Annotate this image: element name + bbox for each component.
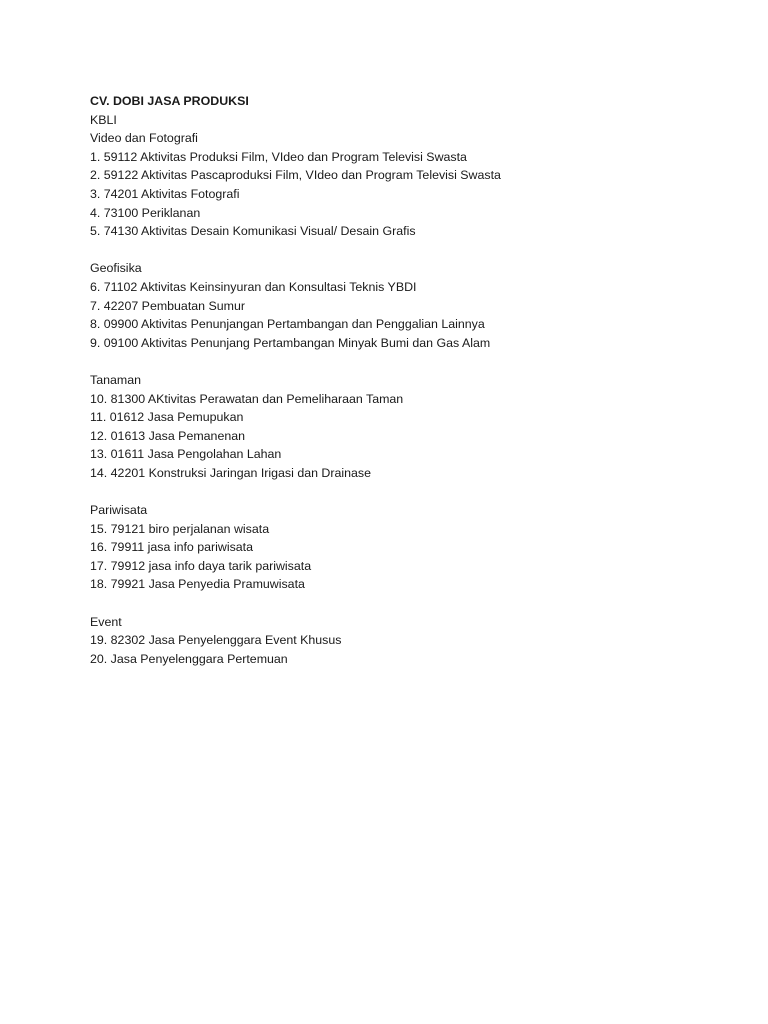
- section-heading: Pariwisata: [90, 503, 148, 518]
- list-item: 1. 59112 Aktivitas Produksi Film, VIdeo dan Program Televisi Swasta: [90, 149, 467, 164]
- list-item: 15. 79121 biro perjalanan wisata: [90, 521, 270, 536]
- section-tanaman: [90, 371, 730, 483]
- document-title: CV. DOBI JASA PRODUKSI: [90, 94, 249, 108]
- list-item: 4. 73100 Periklanan: [90, 205, 201, 220]
- section-video-fotografi: [90, 129, 730, 241]
- list-item: 3. 74201 Aktivitas Fotografi: [90, 186, 240, 201]
- document-subtitle: KBLI: [90, 112, 117, 127]
- list-item: 12. 01613 Jasa Pemanenan: [90, 428, 246, 443]
- list-item: 13. 01611 Jasa Pengolahan Lahan: [90, 447, 282, 462]
- section-pariwisata: [90, 501, 730, 594]
- section-heading: Video dan Fotografi: [90, 131, 198, 146]
- section-heading: Geofisika: [90, 261, 142, 276]
- section-spacer: [90, 352, 730, 371]
- list-item: 5. 74130 Aktivitas Desain Komunikasi Visual/ Desain Grafis: [90, 224, 416, 239]
- list-item: 6. 71102 Aktivitas Keinsinyuran dan Konsultasi Teknis YBDI: [90, 279, 417, 294]
- list-item: 16. 79911 jasa info pariwisata: [90, 540, 254, 555]
- list-item: 17. 79912 jasa info daya tarik pariwisata: [90, 558, 312, 573]
- section-spacer: [90, 594, 730, 613]
- section-spacer: [90, 482, 730, 501]
- list-item: 14. 42201 Konstruksi Jaringan Irigasi dan Drainase: [90, 465, 372, 480]
- list-item: 9. 09100 Aktivitas Penunjang Pertambangan Minyak Bumi dan Gas Alam: [90, 335, 491, 350]
- section-geofisika: [90, 259, 730, 352]
- section-heading: Tanaman: [90, 372, 141, 387]
- list-item: 19. 82302 Jasa Penyelenggara Event Khusus: [90, 633, 342, 648]
- list-item: 2. 59122 Aktivitas Pascaproduksi Film, VIdeo dan Program Televisi Swasta: [90, 168, 501, 183]
- list-item: 20. Jasa Penyelenggara Pertemuan: [90, 651, 288, 666]
- list-item: 11. 01612 Jasa Pemupukan: [90, 410, 244, 425]
- list-item: 8. 09900 Aktivitas Penunjangan Pertambangan dan Penggalian Lainnya: [90, 317, 485, 332]
- list-item: 18. 79921 Jasa Penyedia Pramuwisata: [90, 577, 305, 592]
- section-spacer: [90, 241, 730, 260]
- document-page: [90, 92, 730, 668]
- section-heading: Event: [90, 614, 122, 629]
- list-item: 10. 81300 AKtivitas Perawatan dan Pemeliharaan Taman: [90, 391, 404, 406]
- list-item: 7. 42207 Pembuatan Sumur: [90, 298, 245, 313]
- section-event: [90, 613, 730, 669]
